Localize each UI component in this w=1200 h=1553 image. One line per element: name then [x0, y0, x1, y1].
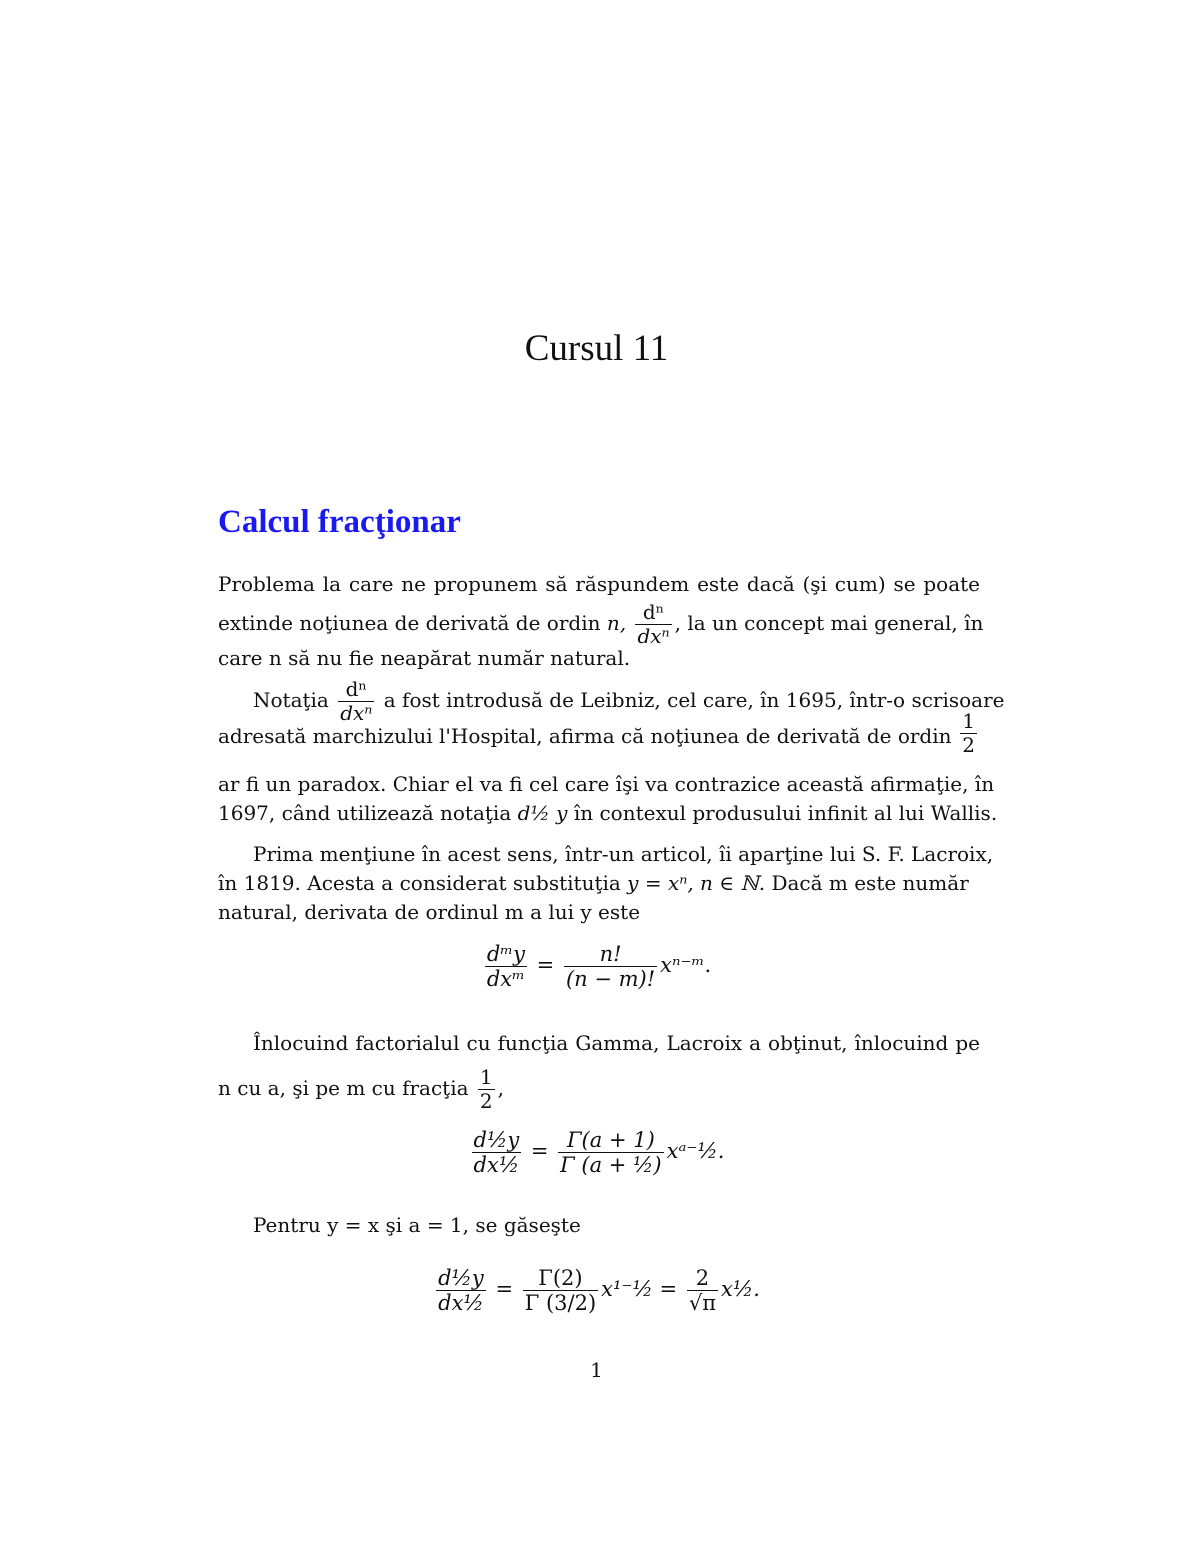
- equation-3: $\frac{\text{d½y}}{\text{dx½}}$ = $\frac{\Gamma(2)}{\Gamma (3/2)}$ x¹⁻½ = $\frac{2}{√\pi}$ x½.: [438, 1266, 760, 1316]
- fraction-dn-dxn: [635, 601, 671, 648]
- fraction-denominator: dxⁿ: [637, 624, 670, 648]
- text: a fost introdusă de Leibniz, cel care, în 1695, într-o scrisoare: [383, 688, 1005, 712]
- text: n cu a, şi pe m cu fracţia: [218, 1076, 469, 1100]
- fraction-numerator: d½y: [438, 1266, 484, 1290]
- power-term: x¹⁻½: [601, 1277, 653, 1302]
- paragraph-3-line-2: [218, 871, 980, 895]
- fraction-numerator: dⁿ: [642, 600, 665, 624]
- fraction-lhs: [485, 942, 527, 991]
- fraction-middle: [523, 1266, 598, 1315]
- power-term: x½.: [721, 1277, 760, 1302]
- fraction-rhs: [687, 1266, 718, 1315]
- math-substitution: y = xⁿ, n ∈ ℕ.: [627, 871, 766, 895]
- power-term: xⁿ⁻ᵐ.: [660, 953, 712, 978]
- fraction-denominator: 2: [962, 733, 975, 757]
- fraction-denominator: dxᵐ: [485, 966, 527, 991]
- page-title: Cursul 11: [524, 328, 669, 369]
- text: în contexul produsului infinit al lui Wallis.: [573, 801, 998, 825]
- paragraph-1-line-3: care n să nu fie neapărat număr natural.: [218, 646, 631, 670]
- fraction-denominator: 2: [479, 1089, 493, 1113]
- fraction-numerator: 2: [695, 1266, 710, 1290]
- fraction-numerator: Γ(a + 1): [566, 1128, 655, 1152]
- fraction-numerator: dⁿ: [345, 677, 368, 701]
- equation-1: $\frac{\text{dᵐy}}{\text{dxᵐ}}$ = $\frac{n!}{(n - m)!}$ xⁿ⁻ᵐ.: [486, 942, 712, 992]
- fraction-denominator: √π: [688, 1291, 717, 1316]
- fraction-denominator: dx½: [436, 1290, 486, 1315]
- paragraph-4-line-1: Înlocuind factorialul cu funcţia Gamma, Lacroix a obţinut, înlocuind pe: [253, 1031, 980, 1055]
- paragraph-1-line-1: Problema la care ne propunem să răspundem este dacă (şi cum) se poate: [218, 572, 980, 596]
- text: în 1819. Acesta a considerat substituţia: [218, 871, 621, 895]
- math-d-half-y: d½ y: [517, 801, 568, 825]
- page-number: 1: [590, 1358, 603, 1382]
- text: adresată marchizului l'Hospital, afirma că noţiunea de derivată de ordin: [218, 724, 952, 748]
- fraction-numerator: dᵐy: [486, 942, 525, 966]
- fraction-denominator: dxⁿ: [340, 701, 373, 725]
- fraction-denominator: dx½: [472, 1152, 522, 1177]
- power-term: xᵃ⁻½.: [666, 1139, 725, 1164]
- fraction-one-half: [960, 710, 977, 757]
- fraction-numerator: 1: [479, 1065, 493, 1089]
- text: 1697, când utilizează notaţia: [218, 801, 512, 825]
- fraction-numerator: 1: [962, 709, 975, 733]
- paragraph-2-line-1: [253, 677, 1005, 725]
- paragraph-3-line-3: natural, derivata de ordinul m a lui y este: [218, 900, 641, 924]
- fraction-rhs: [558, 1128, 663, 1177]
- paragraph-4-line-2: n cu a, şi pe m cu fracţia $\frac{1}{2}$ ,: [218, 1065, 504, 1113]
- paragraph-5-line-1: Pentru y = x şi a = 1, se găseşte: [253, 1213, 581, 1237]
- paragraph-2-line-3: ar fi un paradox. Chiar el va fi cel care îşi va contrazice această afirmaţie, în: [218, 772, 995, 796]
- text: la un concept mai general, în: [687, 611, 984, 635]
- equation-2: $\frac{\text{d½y}}{\text{dx½}}$ = $\frac{\Gamma(a + 1)}{\text{Γ (a + ½)}}$ xᵃ⁻½.: [473, 1128, 725, 1178]
- fraction-lhs: [472, 1128, 522, 1177]
- fraction-dn-dxn: [338, 678, 374, 725]
- fraction-denominator: Γ (a + ½): [560, 1153, 662, 1178]
- fraction-one-half: [478, 1066, 495, 1113]
- paragraph-1-line-2: extinde noţiunea de derivată de ordin n, $\frac{\text{dⁿ}}{\text{dxⁿ}}$ , la un concept mai general, în: [218, 600, 984, 648]
- fraction-numerator: Γ(2): [538, 1266, 583, 1290]
- fraction-numerator: d½y: [473, 1128, 520, 1152]
- fraction-numerator: n!: [599, 942, 622, 966]
- paragraph-3-line-1: Prima menţiune în acest sens, într-un articol, îi aparţine lui S. F. Lacroix,: [253, 842, 994, 866]
- section-heading: Calcul fracţionar: [218, 504, 461, 540]
- fraction-denominator: (n − m)!: [565, 967, 656, 992]
- text: Notaţia: [253, 688, 329, 712]
- paragraph-2-line-4: [218, 801, 998, 825]
- math-n: n,: [606, 611, 627, 635]
- text: Dacă m este număr: [771, 871, 969, 895]
- fraction-denominator: Γ (3/2): [524, 1291, 597, 1316]
- fraction-lhs: [436, 1266, 486, 1315]
- text: extinde noţiunea de derivată de ordin: [218, 611, 601, 635]
- fraction-rhs: [564, 942, 657, 991]
